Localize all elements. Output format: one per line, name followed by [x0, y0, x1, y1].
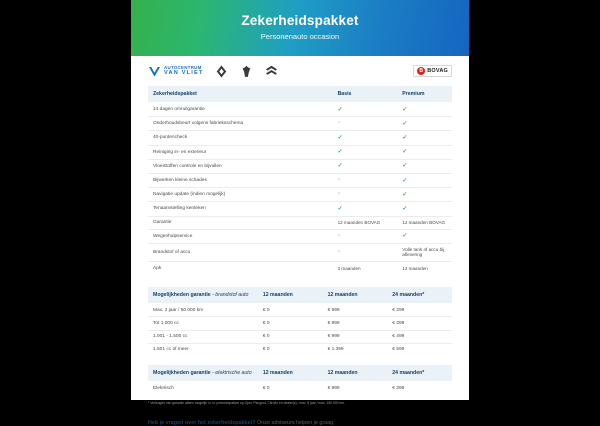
- row-premium-value: ✓: [397, 117, 452, 131]
- row-price-12m-basis: € 0: [262, 385, 270, 391]
- header-banner: [131, 0, 469, 56]
- row-label: 14 dagen omruilgarantie: [148, 103, 333, 117]
- brand-strip: [131, 56, 469, 86]
- cta-block: [131, 406, 469, 426]
- row-premium-value: ✓: [397, 159, 452, 173]
- row-basis-value: ✓: [333, 202, 398, 216]
- bovag-mark-icon: B: [417, 67, 425, 75]
- table-header-row: [148, 287, 452, 304]
- row-label: Tot 1.000 cc: [148, 317, 258, 330]
- row-price-12m-premium: € 899: [327, 385, 340, 391]
- dealer-name-line1: AUTOCENTRUM: [164, 65, 202, 71]
- row-price-12m-premium: € 999: [323, 330, 388, 343]
- row-price-12m-premium: € 899: [323, 317, 388, 330]
- row-basis-value: ×: [333, 117, 398, 131]
- table-row: [148, 262, 452, 275]
- dealer-logo: [148, 65, 204, 78]
- row-label: Brandstof of accu: [148, 243, 333, 261]
- zekerheidspakket-table: [148, 86, 452, 274]
- row-label: Apk: [153, 265, 162, 271]
- table-row: [148, 173, 452, 187]
- row-premium-value: ✓: [397, 202, 452, 216]
- table-row: [148, 159, 452, 173]
- row-label: 1.001 - 1.500 cc: [148, 330, 258, 343]
- row-price-24m: € 499: [387, 330, 452, 343]
- col-header-basis: Basis: [333, 86, 398, 103]
- table-row: [148, 243, 452, 261]
- row-price-24m: € 399: [387, 317, 452, 330]
- table-row: [148, 343, 452, 356]
- row-basis-value: 12 maanden BOVAG: [333, 216, 398, 229]
- row-price-12m-basis: € 0: [258, 304, 323, 317]
- table-head: [148, 365, 452, 382]
- row-premium-value: ✓: [397, 131, 452, 145]
- bovag-badge: [413, 65, 452, 77]
- row-premium-value: ✓: [397, 173, 452, 187]
- table-head: [148, 287, 452, 304]
- row-premium-value: 12 maanden BOVAG: [397, 216, 452, 229]
- citroen-logo-icon: [264, 64, 279, 78]
- table-row: [148, 188, 452, 202]
- electric-table-wrap: [131, 365, 469, 394]
- row-price-12m-premium: € 699: [323, 304, 388, 317]
- row-label: Max. 2 jaar / 50.000 km: [148, 304, 258, 317]
- table-header-row: [148, 86, 452, 103]
- renault-logo-icon: [214, 64, 229, 78]
- row-label: Tenaamstelling kenteken: [148, 202, 333, 216]
- dealer-logo-text: [164, 65, 204, 76]
- section-spacer: [131, 356, 469, 365]
- row-price-12m-premium: € 1.399: [327, 347, 344, 353]
- col-header-garantie-elektrisch: [148, 365, 258, 382]
- row-basis-value: ×: [333, 243, 398, 261]
- row-price-12m-basis: € 0: [262, 347, 270, 353]
- row-basis-value: 3 maanden: [337, 265, 361, 271]
- col-header-12m-premium: 12 maanden: [323, 365, 388, 382]
- row-price-24m: € 299: [387, 304, 452, 317]
- row-basis-value: ✓: [333, 131, 398, 145]
- table-body: [148, 304, 452, 356]
- row-label: 40-puntencheck: [148, 131, 333, 145]
- main-table-wrap: [131, 86, 469, 274]
- fuel-table-wrap: [131, 287, 469, 356]
- row-premium-value: Volle tank of accu bij aflevering: [397, 243, 452, 261]
- row-price-12m-basis: € 0: [258, 317, 323, 330]
- row-label: Onderhoudsbeurt volgens fabrieksschema: [148, 117, 333, 131]
- garantie-brandstof-table: [148, 287, 452, 356]
- garantie-elektrisch-table: [148, 365, 452, 394]
- row-label: Elektrisch: [153, 385, 174, 391]
- col-header-garantie-brandstof: [148, 287, 258, 304]
- row-premium-value: ✓: [397, 145, 452, 159]
- table-row: [148, 304, 452, 317]
- bovag-label: BOVAG: [427, 68, 448, 74]
- row-basis-value: ✓: [333, 145, 398, 159]
- section-spacer: [131, 274, 469, 287]
- table-row: [148, 202, 452, 216]
- row-price-24m: € 399: [392, 385, 405, 391]
- table-row: [148, 330, 452, 343]
- col-header-premium: Premium: [397, 86, 452, 103]
- table-head: [148, 86, 452, 103]
- row-premium-value: ✓: [397, 229, 452, 243]
- table-row: [148, 131, 452, 145]
- row-label: Reiniging in- en exterieur: [148, 145, 333, 159]
- row-premium-value: 12 maanden: [402, 265, 428, 271]
- table-header-row: [148, 365, 452, 382]
- col-header-note: - elektrische auto: [212, 370, 252, 376]
- row-price-24m: € 599: [392, 347, 405, 353]
- row-label: Bijwerken kleine schades: [148, 173, 333, 187]
- table-row: [148, 103, 452, 117]
- row-price-12m-basis: € 0: [258, 330, 323, 343]
- col-header-12m-basis: 12 maanden: [258, 287, 323, 304]
- van-vliet-chevron-icon: [148, 65, 161, 78]
- col-header-note: - brandstof auto: [212, 292, 249, 299]
- table-body: [148, 382, 452, 395]
- col-header-main: Mogelijkheden garantie: [153, 370, 211, 376]
- row-basis-value: ✓: [333, 103, 398, 117]
- col-header-24m: 24 maanden*: [387, 365, 452, 382]
- footnote-text: * Verlengen van garantie alleen mogelijk i.c.m. premiumpakket op Opel, Peugeot, Citroën en dealer(s) / max. 8 jaar / max. 150.000 km.: [148, 401, 345, 406]
- document-page: [131, 0, 469, 426]
- table-row: [148, 145, 452, 159]
- table-row: [148, 216, 452, 229]
- table-row: [148, 229, 452, 243]
- cta-question: Heb je vragen over het zekerheidspakket?: [148, 420, 256, 426]
- row-basis-value: ×: [333, 173, 398, 187]
- row-label: Navigatie update (indien mogelijk): [148, 188, 333, 202]
- cta-answer: Onze adviseurs helpen je graag.: [255, 420, 335, 426]
- row-label: Vloeistoffen controle en bijvullen: [148, 159, 333, 173]
- table-row: [148, 382, 452, 395]
- row-label: Garantie: [148, 216, 333, 229]
- col-header-main: Mogelijkheden garantie: [153, 292, 211, 299]
- col-header-24m: 24 maanden*: [387, 287, 452, 304]
- row-premium-value: ✓: [397, 188, 452, 202]
- col-header-12m-basis: 12 maanden: [258, 365, 323, 382]
- table-body: [148, 103, 452, 275]
- row-label: 1.501 cc of meer: [153, 347, 189, 353]
- page-subtitle: Personenauto occasion: [260, 32, 340, 41]
- col-header-feature: Zekerheidspakket: [148, 86, 333, 103]
- col-header-12m-premium: 12 maanden: [323, 287, 388, 304]
- row-basis-value: ×: [333, 229, 398, 243]
- table-row: [148, 117, 452, 131]
- row-basis-value: ✓: [333, 159, 398, 173]
- row-premium-value: ✓: [397, 103, 452, 117]
- dealer-name-line2: VAN VLIET: [164, 70, 204, 77]
- table-row: [148, 317, 452, 330]
- row-basis-value: ×: [333, 188, 398, 202]
- peugeot-logo-icon: [239, 64, 254, 78]
- page-title: Zekerheidspakket: [241, 13, 359, 28]
- row-label: Wegenhulpservice: [148, 229, 333, 243]
